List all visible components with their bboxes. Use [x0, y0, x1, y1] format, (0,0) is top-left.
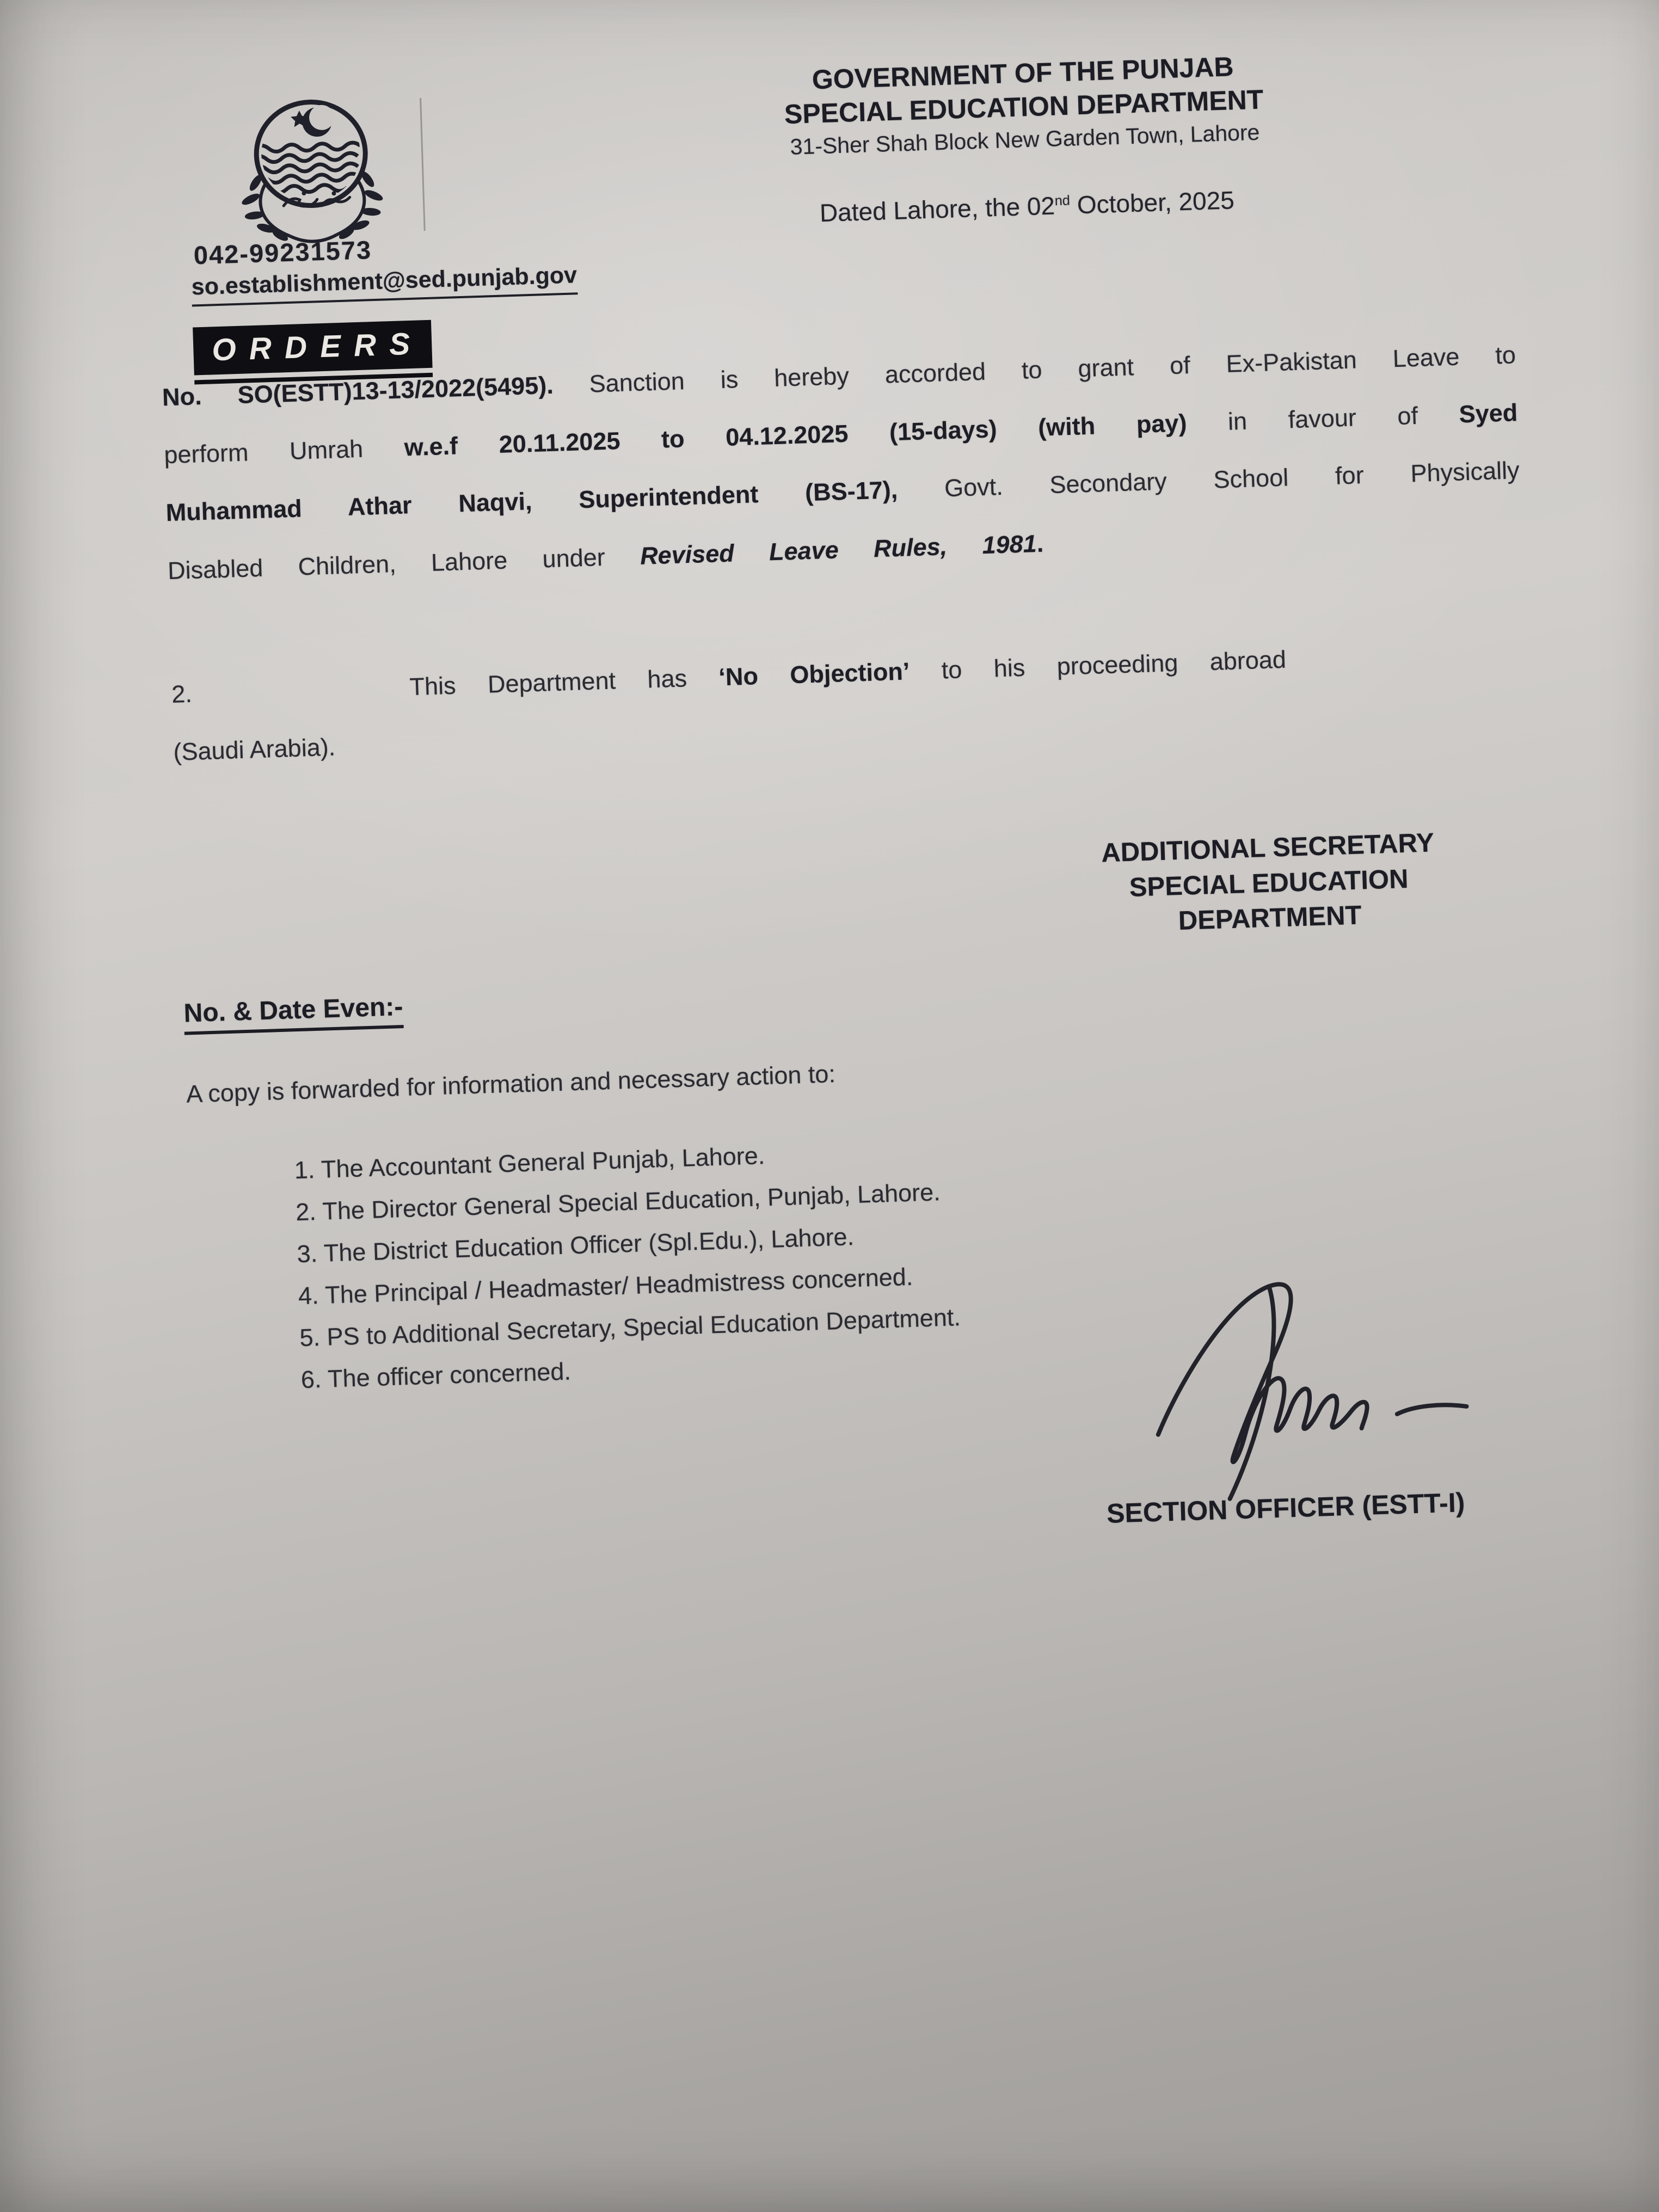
letterhead-phone: 042-99231573 — [193, 235, 372, 270]
copy-forwarded-line: A copy is forwarded for information and necessary action to: — [186, 1060, 836, 1108]
paragraph-text: to his proceeding abroad — [909, 645, 1287, 685]
no-objection-paragraph-line2: (Saudi Arabia). — [173, 733, 336, 766]
letterhead-logo — [219, 88, 404, 249]
letterhead-email: so.establishment@sed.punjab.gov — [191, 262, 577, 306]
letter-date — [681, 181, 1373, 232]
signer-title: SECTION OFFICER (ESTT-I) — [1106, 1487, 1466, 1529]
department-title: SPECIAL EDUCATION DEPARTMENT — [784, 84, 1264, 130]
handwritten-signature-icon — [1087, 1244, 1509, 1513]
leave-dates: w.e.f 20.11.2025 to 04.12.2025 (15-days) (with pay) — [403, 409, 1188, 462]
recipient-list — [294, 1129, 963, 1401]
recipient-item: 5. PS to Additional Secretary, Special Education Department. — [299, 1302, 961, 1351]
order-text: Govt. Secondary School for Physically Disabled Children, Lahore under — [167, 456, 1520, 585]
recipient-item: 1. The Accountant General Punjab, Lahore. — [293, 1141, 765, 1184]
signatory-title-line: DEPARTMENT — [1178, 900, 1362, 936]
paragraph-number: 2. — [171, 679, 193, 709]
order-text: in favour of — [1186, 400, 1460, 437]
orders-heading: ORDERS — [193, 320, 432, 376]
officer-name: Syed Muhammad Athar Naqvi, Superintendent (BS-17), — [165, 398, 1518, 527]
order-text-period: . — [1036, 529, 1044, 557]
date-prefix: Dated Lahore, the 02 — [819, 191, 1055, 228]
signature-block — [1087, 1244, 1509, 1516]
recipient-item: 2. The Director General Special Education, Punjab, Lahore. — [295, 1178, 941, 1226]
indent-spacer — [192, 695, 410, 702]
signatory-title-line: ADDITIONAL SECRETARY — [1101, 828, 1435, 868]
order-text: Sanction is hereby accorded to grant of Ex-Pakistan Leave to perform Umrah — [163, 341, 1516, 469]
no-objection-phrase: ‘No Objection’ — [718, 657, 911, 691]
recipient-item: 6. The officer concerned. — [300, 1357, 572, 1393]
signatory-title-block — [1006, 822, 1532, 944]
endorsement-reference-label: No. & Date Even:- — [183, 992, 404, 1035]
recipient-item: 4. The Principal / Headmaster/ Headmistress concerned. — [298, 1262, 913, 1310]
punjab-government-emblem-icon — [219, 88, 404, 247]
signatory-title-line: SPECIAL EDUCATION — [1129, 864, 1409, 902]
letterhead-divider-line — [420, 98, 426, 231]
date-ordinal-suffix: nd — [1054, 193, 1071, 209]
order-paragraph — [161, 326, 1522, 600]
date-suffix: October, 2025 — [1070, 186, 1235, 219]
recipient-item: 3. The District Education Officer (Spl.Edu.), Lahore. — [296, 1222, 855, 1268]
leave-rules-reference: Revised Leave Rules, 1981 — [640, 529, 1037, 570]
order-reference-number: No. SO(ESTT)13-13/2022(5495). — [162, 371, 554, 411]
letterhead-title-block — [677, 45, 1373, 232]
government-title: GOVERNMENT OF THE PUNJAB — [811, 51, 1234, 95]
paragraph-text: This Department has — [409, 663, 720, 701]
department-address: 31-Sher Shah Block New Garden Town, Lahore — [789, 119, 1261, 159]
